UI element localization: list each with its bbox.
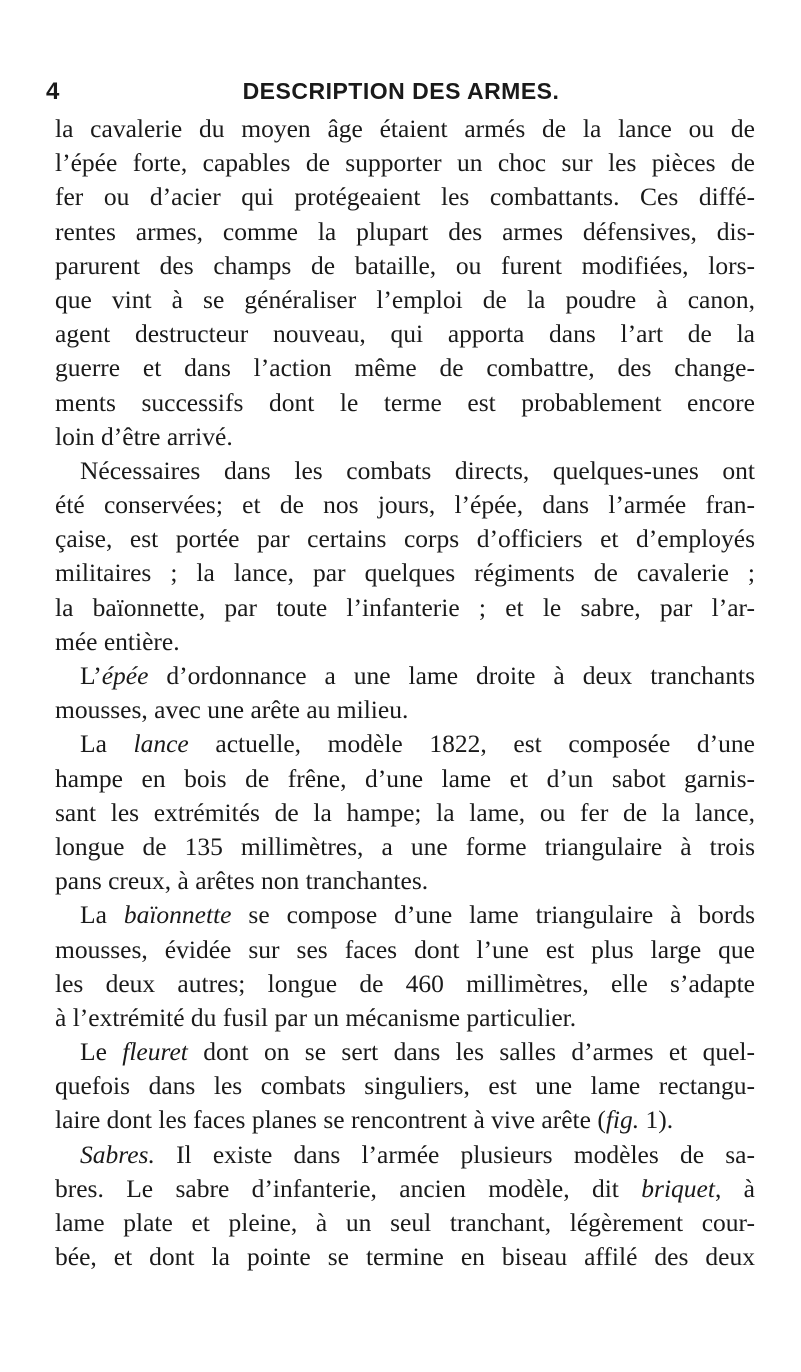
text-line: mousses, évidée sur ses faces dont l’une est plus large que (55, 934, 755, 964)
text-line: loin d’être arrivé. (55, 421, 233, 451)
italic-term: briquet (641, 1173, 715, 1203)
text-line: guerre et dans l’action même de combattre, des change- (55, 353, 755, 383)
text-line: hampe en bois de frêne, d’une lame et d’un sabot garnis- (55, 763, 755, 793)
text-line (55, 898, 755, 932)
text-line: rentes armes, comme la plupart des armes défensives, dis- (55, 216, 755, 246)
body-text (55, 112, 755, 1274)
text-line: agent destructeur nouveau, qui apporta dans l’art de la (55, 319, 755, 349)
text-segment: Le (80, 1037, 123, 1067)
text-line: ments successifs dont le terme est probablement encore (55, 387, 755, 417)
text-line (55, 1172, 755, 1206)
text-line (55, 1138, 755, 1172)
italic-term: fleuret (122, 1037, 188, 1067)
text-line (55, 659, 755, 693)
text-line: Nécessaires dans les combats directs, quelques-unes ont (80, 455, 755, 485)
text-segment: actuelle, modèle 1822, est composée d’une (188, 729, 755, 759)
text-line: mée entière. (55, 626, 180, 656)
italic-term: Sabres. (80, 1139, 155, 1169)
text-line (55, 1103, 755, 1137)
page-number: 4 (46, 78, 60, 105)
text-line: la cavalerie du moyen âge étaient armés de la lance ou de (55, 114, 755, 143)
text-line: militaires ; la lance, par quelques régiments de cavalerie ; (55, 558, 755, 588)
text-segment: L’ (80, 661, 102, 690)
text-line: sant les extrémités de la hampe; la lame, ou fer de la lance, (55, 797, 755, 827)
running-title: DESCRIPTION DES ARMES. (242, 78, 560, 104)
text-segment: bres. Le sabre d’infanterie, ancien modèle, dit (55, 1173, 642, 1203)
page-header (46, 78, 756, 114)
text-segment: , à (714, 1173, 755, 1203)
text-line: la baïonnette, par toute l’infanterie ; et le sabre, par l’ar- (55, 592, 755, 622)
text-line: fer ou d’acier qui protégeaient les combattants. Ces diffé- (55, 182, 755, 212)
text-line: çaise, est portée par certains corps d’officiers et d’employés (55, 524, 755, 554)
italic-term: baïonnette (123, 900, 232, 930)
text-line (55, 727, 755, 761)
text-segment: Il existe dans l’armée plusieurs modèles de sa- (154, 1139, 755, 1169)
text-line: à l’extrémité du fusil par un mécanisme particulier. (55, 1002, 577, 1032)
italic-term: lance (133, 729, 189, 759)
text-line: lame plate et pleine, à un seul tranchant, légèrement cour- (55, 1208, 755, 1237)
text-line: pans creux, à arêtes non tranchantes. (55, 866, 429, 896)
text-line: parurent des champs de bataille, ou furent modifiées, lors- (55, 250, 755, 280)
text-segment: d’ordonnance a une lame droite à deux tranchants (148, 661, 755, 690)
text-line: bée, et dont la pointe se termine en biseau affilé des deux (55, 1242, 755, 1272)
text-line: longue de 135 millimètres, a une forme triangulaire à trois (55, 831, 755, 861)
text-segment: La (80, 900, 124, 930)
text-segment: se compose d’une lame triangulaire à bords (231, 900, 755, 930)
italic-term: fig. (605, 1105, 640, 1135)
text-line: les deux autres; longue de 460 millimètres, elle s’adapte (55, 968, 755, 998)
text-line: quefois dans les combats singuliers, est une lame rectangu- (55, 1071, 755, 1101)
text-line: été conservées; et de nos jours, l’épée, dans l’armée fran- (55, 490, 755, 520)
text-segment: dont on se sert dans les salles d’armes et quel- (187, 1037, 755, 1067)
text-segment: laire dont les faces planes se rencontrent à vive arête ( (55, 1105, 606, 1135)
text-line: l’épée forte, capables de supporter un choc sur les pièces de (55, 148, 755, 178)
text-segment: La (80, 729, 134, 759)
text-segment: 1). (639, 1105, 674, 1135)
italic-term: épée (101, 661, 149, 690)
text-line (55, 1035, 755, 1069)
text-line: mousses, avec une arête au milieu. (55, 695, 409, 725)
text-line: que vint à se généraliser l’emploi de la poudre à canon, (55, 284, 755, 314)
